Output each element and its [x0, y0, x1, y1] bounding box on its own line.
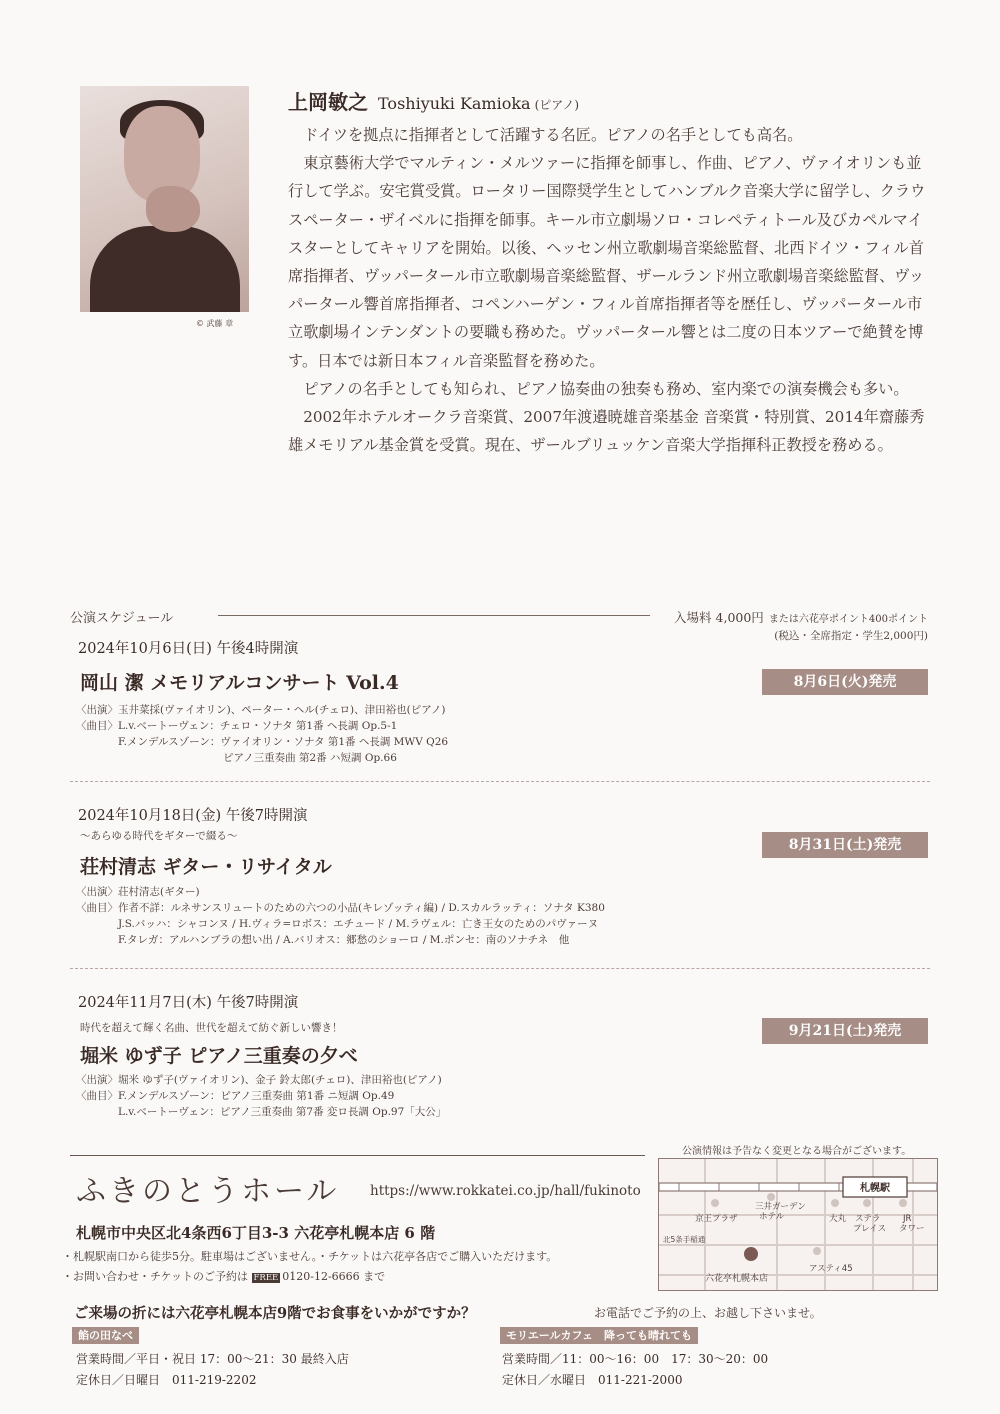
- price-main: 入場料 4,000円: [674, 610, 764, 625]
- venue-address: 札幌市中央区北4条西6丁目3-3 六花亭札幌本店 6 階: [76, 1224, 436, 1242]
- map-label: ステラプレイス: [853, 1214, 887, 1234]
- schedule-change-notice: 公演情報は予告なく変更となる場合がございます。: [682, 1146, 912, 1157]
- map-label: 三井ガーデンホテル: [755, 1202, 806, 1222]
- concert-subtitle: 〜あらゆる時代をギターで綴る〜: [80, 830, 238, 842]
- dining-note: お電話でご予約の上、お越し下さいませ。: [594, 1306, 822, 1320]
- contact-note: [62, 1268, 385, 1284]
- bio-paragraph: ドイツを拠点に指揮者として活躍する名匠。ピアノの名手としても高名。: [303, 126, 803, 144]
- map-label: 六花亭札幌本店: [705, 1274, 769, 1284]
- detail-line: 〈曲目〉F.メンデルスゾーン：ピアノ三重奏曲 第1番 ニ短調 Op.49: [76, 1090, 395, 1102]
- artist-name: [288, 86, 579, 115]
- detail-line: 〈曲目〉L.v.ベートーヴェン：チェロ・ソナタ 第1番 ヘ長調 Op.5-1: [76, 720, 398, 732]
- detail-line: J.S.バッハ：シャコンヌ / H.ヴィラ=ロボス：エチュード / M.ラヴェル：亡き王女のためのパヴァーヌ: [76, 918, 599, 930]
- price-points: または六花亭ポイント400ポイント: [768, 614, 928, 625]
- concert-date: 2024年10月6日(日) 午後4時開演: [78, 641, 299, 657]
- concert-separator: [70, 781, 930, 782]
- contact-phone: 0120-12-6666 まで: [282, 1270, 386, 1283]
- on-sale-badge: 8月31日(土)発売: [762, 832, 928, 858]
- concert-date: 2024年10月18日(金) 午後7時開演: [78, 808, 308, 824]
- access-note: ・札幌駅南口から徒歩5分。駐車場はございません。・チケットは六花亭各店でご購入いただけます。: [62, 1250, 558, 1263]
- concert-details: [76, 1072, 446, 1120]
- detail-line: F.メンデルスゾーン：ヴァイオリン・ソナタ 第1番 ヘ長調 MWV Q26: [76, 736, 449, 748]
- on-sale-badge: 8月6日(火)発売: [762, 669, 928, 695]
- artist-name-jp: 上岡敏之: [288, 90, 368, 114]
- contact-note-prefix: ・お問い合わせ・チケットのご予約は: [62, 1270, 249, 1283]
- detail-line: L.v.ベートーヴェン：ピアノ三重奏曲 第7番 変ロ長調 Op.97「大公」: [76, 1106, 447, 1118]
- artist-name-en: Toshiyuki Kamioka: [378, 94, 531, 113]
- artist-biography: [288, 121, 936, 459]
- restaurant-hours: 営業時間／11：00〜16：00 17：30〜20：00: [502, 1352, 769, 1366]
- detail-line: 〈出演〉荘村清志(ギター): [76, 886, 200, 898]
- restaurant-hours: 営業時間／平日・祝日 17：00〜21：30 最終入店: [76, 1352, 349, 1366]
- restaurant-closed-phone: 定休日／水曜日 011-221-2000: [502, 1373, 683, 1387]
- concert-details: [76, 884, 605, 948]
- bio-paragraph: 2002年ホテルオークラ音楽賞、2007年渡邉暁雄音楽基金 音楽賞・特別賞、2014年齋藤秀雄メモリアル基金賞を受賞。現在、ザールブリュッケン音楽大学指揮科正教授を務める。: [288, 408, 925, 455]
- detail-line: 〈出演〉堀米 ゆず子(ヴァイオリン)、金子 鈴太郎(チェロ)、津田裕也(ピアノ): [76, 1074, 442, 1086]
- concert-title: 堀米 ゆず子 ピアノ三重奏の夕べ: [80, 1045, 358, 1067]
- concert-date: 2024年11月7日(木) 午後7時開演: [78, 995, 299, 1011]
- restaurant-name: 餡の田なべ: [72, 1327, 139, 1344]
- station-label: 札幌駅: [860, 1183, 890, 1194]
- portrait-photo: [80, 86, 249, 312]
- schedule-divider: [218, 615, 650, 616]
- detail-line: 〈出演〉玉井菜採(ヴァイオリン)、ペーター・ヘル(チェロ)、津田裕也(ピアノ): [76, 704, 446, 716]
- concert-title: 荘村清志 ギター・リサイタル: [80, 856, 332, 878]
- venue-url[interactable]: https://www.rokkatei.co.jp/hall/fukinoto: [370, 1183, 641, 1199]
- schedule-heading: 公演スケジュール: [70, 611, 174, 626]
- price-note: (税込・全席指定・学生2,000円): [774, 630, 928, 642]
- map-label: 京王プラザ: [695, 1214, 738, 1224]
- map-label: JR タワー: [899, 1214, 925, 1234]
- detail-line: 〈曲目〉作者不詳：ルネサンスリュートのための六つの小品(キレゾッティ編) / D.スカルラッティ：ソナタ K380: [76, 902, 605, 914]
- dining-heading: ご来場の折には六花亭札幌本店9階でお食事をいかがですか？: [74, 1305, 476, 1322]
- concert-title: 岡山 潔 メモリアルコンサート Vol.4: [80, 672, 399, 694]
- restaurant-name: モリエールカフェ 降っても晴れても: [500, 1327, 698, 1344]
- concert-details: [76, 702, 448, 766]
- map-label: 大丸: [829, 1214, 847, 1224]
- detail-line: F.タレガ：アルハンブラの想い出 / A.バリオス：郷愁のショーロ / M.ポンセ：南のソナチネ 他: [76, 934, 570, 946]
- detail-line: ピアノ三重奏曲 第2番 ハ短調 Op.66: [76, 752, 397, 764]
- restaurant-closed-phone: 定休日／日曜日 011-219-2202: [76, 1373, 257, 1387]
- bio-paragraph: ピアノの名手としても知られ、ピアノ協奏曲の独奏も務め、室内楽での演奏機会も多い。: [303, 379, 909, 398]
- venue-logo: [76, 1170, 352, 1210]
- on-sale-badge: 9月21日(土)発売: [762, 1018, 928, 1044]
- access-map: [658, 1158, 938, 1291]
- artist-role: (ピアノ): [534, 98, 579, 112]
- map-label: 北5条手稲通: [663, 1235, 706, 1244]
- access-map-graphic: [659, 1159, 937, 1290]
- ticket-price: [674, 607, 928, 643]
- photo-credit: © 武藤 章: [196, 319, 234, 328]
- concert-subtitle: 時代を超えて輝く名曲、世代を超えて紡ぐ新しい響き！: [80, 1022, 343, 1034]
- free-dial-icon: FREE: [253, 1273, 279, 1283]
- map-label: アスティ45: [809, 1264, 853, 1274]
- concert-separator: [70, 968, 930, 969]
- bio-paragraph: 東京藝術大学でマルティン・メルツァーに指揮を師事し、作曲、ピアノ、ヴァイオリンも並行して学ぶ。安宅賞受賞。ロータリー国際奨学生としてハンブルク音楽大学に留学し、クラウスペーター・ザイベルに指揮を師事。キール市立劇場ソロ・コレペティトール及びカペルマイスターとしてキャリアを開始。以後、ヘッセン州立歌劇場音楽総監督、北西ドイツ・フィル首席指揮者、ヴッパータール市立歌劇場音楽総監督、ザールランド州立歌劇場音楽総監督、ヴッパータール響首席指揮者、コペンハーゲン・フィル首席指揮者等を歴任し、ヴッパータール市立歌劇場インテンダントの要職も務めた。ヴッパータール響とは二度の日本ツアーで絶賛を博す。日本では新日本フィル音楽監督を務めた。: [288, 154, 926, 370]
- venue-divider: [70, 1155, 645, 1156]
- venue-marker-icon: [744, 1247, 758, 1261]
- venue-logo-text: ふきのとうホール: [76, 1174, 340, 1209]
